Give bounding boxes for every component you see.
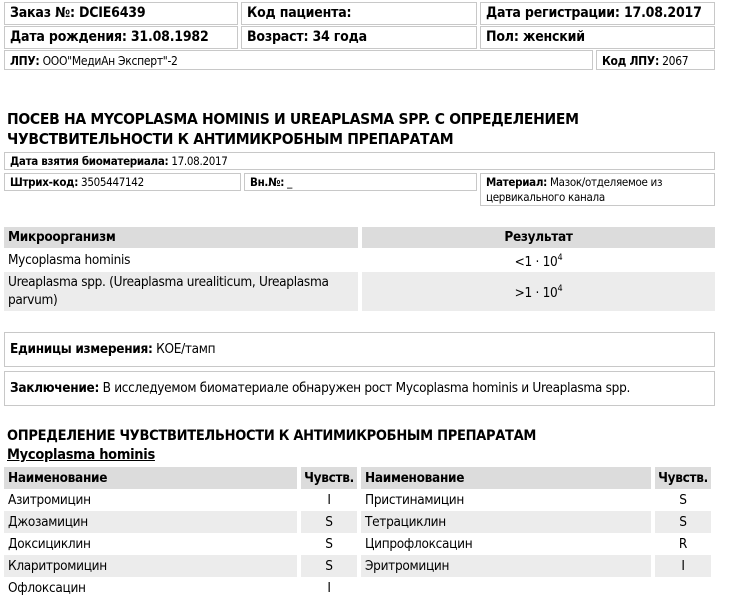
- sens-right-header-value: Чувств.: [655, 467, 711, 489]
- birth-date-value: 31.08.1982: [130, 29, 209, 45]
- conclusion-field: [4, 371, 715, 406]
- age-label: Возраст:: [247, 29, 309, 45]
- material-field: [480, 173, 715, 206]
- internal-number-value: _: [287, 175, 292, 189]
- sex-value: женский: [522, 29, 585, 45]
- page-title-line1: ПОСЕВ НА MYCOPLASMA HOMINIS И UREAPLASMA SPP. С ОПРЕДЕЛЕНИЕМ: [7, 110, 579, 128]
- sens-left-header-name: Наименование: [4, 467, 297, 489]
- sens-row-value: R: [678, 536, 688, 552]
- lpu-field: [4, 50, 593, 70]
- sens-row-value: S: [301, 555, 357, 577]
- sens-row-value: S: [325, 536, 333, 552]
- sens-left-header-value: Чувств.: [301, 467, 357, 489]
- sens-row-name: Ципрофлоксацин: [365, 536, 473, 552]
- result-exponent: 4: [557, 284, 563, 294]
- sens-row-name: Джозамицин: [4, 511, 297, 533]
- results-header-result: Результат: [362, 227, 715, 248]
- sens-row-name: Пристинамицин: [365, 492, 465, 508]
- result-base: <1 · 10: [514, 254, 558, 270]
- patient-code-label: Код пациента:: [247, 5, 352, 21]
- sens-row-value: I: [655, 555, 711, 577]
- sens-row-value: I: [327, 492, 331, 508]
- sens-row-name: Офлоксацин: [8, 580, 86, 596]
- organism-line2: parvum): [8, 292, 58, 308]
- lpu-code-label: Код ЛПУ:: [602, 54, 659, 68]
- conclusion-value: В исследуемом биоматериале обнаружен рост Mycoplasma hominis и Ureaplasma spp.: [102, 380, 631, 396]
- registration-date-label: Дата регистрации:: [486, 5, 620, 21]
- order-value: DCIE6439: [78, 5, 146, 21]
- result-exponent: 4: [557, 253, 563, 263]
- barcode-value: 3505447142: [81, 175, 144, 189]
- sens-row-name: Доксициклин: [8, 536, 91, 552]
- order-label: Заказ №:: [10, 5, 75, 21]
- barcode-field: [4, 173, 241, 191]
- conclusion-label: Заключение:: [10, 380, 100, 396]
- sensitivity-title: ОПРЕДЕЛЕНИЕ ЧУВСТВИТЕЛЬНОСТИ К АНТИМИКРОБНЫМ ПРЕПАРАТАМ: [7, 428, 537, 444]
- sample-date-value: 17.08.2017: [171, 154, 228, 168]
- lpu-value: ООО"МедиАн Эксперт"-2: [42, 54, 178, 68]
- registration-date-value: 17.08.2017: [623, 5, 702, 21]
- sample-date-label: Дата взятия биоматериала:: [10, 154, 169, 168]
- sens-row-name: Эритромицин: [361, 555, 651, 577]
- internal-number-label: Вн.№:: [250, 175, 285, 189]
- lpu-code-field: [596, 50, 715, 70]
- sex-label: Пол:: [486, 29, 519, 45]
- sensitivity-organism: [7, 445, 155, 465]
- sens-row-name: Кларитромицин: [4, 555, 297, 577]
- organism-line1: Ureaplasma spp. (Ureaplasma urealiticum, Ureaplasma: [8, 274, 329, 290]
- patient-code-field: [241, 2, 477, 25]
- sensitivity-organism-name: Mycoplasma hominis: [7, 447, 155, 463]
- sens-row-value: S: [301, 511, 357, 533]
- sens-row-name: Тетрациклин: [361, 511, 651, 533]
- lpu-code-value: 2067: [662, 54, 689, 68]
- barcode-label: Штрих-код:: [10, 175, 79, 189]
- sens-row-value: S: [679, 492, 687, 508]
- sens-row-name: Азитромицин: [8, 492, 91, 508]
- results-row-value: [362, 250, 715, 271]
- sens-right-header-name: Наименование: [361, 467, 651, 489]
- result-base: >1 · 10: [514, 285, 558, 301]
- sample-date-field: [4, 152, 715, 170]
- page-title-line2: ЧУВСТВИТЕЛЬНОСТИ К АНТИМИКРОБНЫМ ПРЕПАРАТАМ: [7, 130, 454, 148]
- sens-row-value: S: [655, 511, 711, 533]
- material-value-line2: цервикального канала: [486, 190, 605, 204]
- results-row-value: [362, 272, 715, 311]
- material-label: Материал:: [486, 175, 547, 189]
- birth-date-label: Дата рождения:: [10, 29, 127, 45]
- internal-number-field: [244, 173, 477, 191]
- results-row-organism: Mycoplasma hominis: [8, 252, 131, 268]
- units-label: Единицы измерения:: [10, 341, 153, 357]
- sens-row-value: I: [327, 580, 331, 596]
- age-value: 34 года: [312, 29, 367, 45]
- results-row-organism: [4, 272, 358, 311]
- units-field: [4, 332, 715, 367]
- order-number-field: [4, 2, 238, 25]
- sex-field: [480, 26, 715, 49]
- birth-date-field: [4, 26, 238, 49]
- lpu-label: ЛПУ:: [10, 54, 40, 68]
- age-field: [241, 26, 477, 49]
- registration-date-field: [480, 2, 715, 25]
- results-header-organism: Микроорганизм: [4, 227, 358, 248]
- material-value-line1: Мазок/отделяемое из: [549, 175, 663, 189]
- units-value: КОЕ/тамп: [156, 341, 216, 357]
